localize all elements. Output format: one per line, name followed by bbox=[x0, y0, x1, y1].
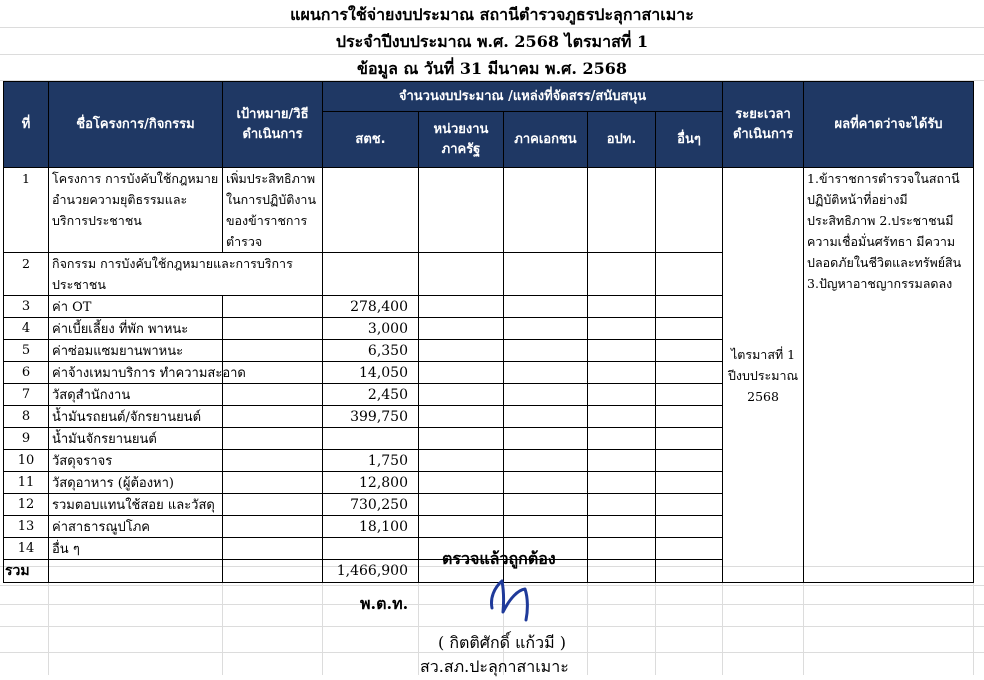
row-amount: 399,750 bbox=[323, 406, 419, 428]
row-no: 12 bbox=[4, 494, 49, 516]
row-no: 7 bbox=[4, 384, 49, 406]
header-private: ภาคเอกชน bbox=[504, 112, 588, 168]
period-cell: ไตรมาสที่ 1 ปีงบประมาณ 2568 bbox=[723, 168, 804, 583]
row-no: 4 bbox=[4, 318, 49, 340]
total-label: รวม bbox=[4, 560, 49, 583]
header-stch: สตช. bbox=[323, 112, 419, 168]
row-item-name: รวมตอบแทนใช้สอย และวัสดุ bbox=[49, 494, 223, 516]
rank-label: พ.ต.ท. bbox=[360, 594, 409, 613]
row-item-name: อื่น ๆ bbox=[49, 538, 223, 560]
row-item-name: ค่าเบี้ยเลี้ยง ที่พัก พาหนะ bbox=[49, 318, 223, 340]
budget-table bbox=[3, 81, 974, 583]
signer-name: ( กิตติศักดิ์ แก้วมี ) bbox=[438, 633, 566, 652]
signer-position: สว.สภ.ปะลุกาสาเมาะ bbox=[420, 657, 569, 676]
row-amount: 14,050 bbox=[323, 362, 419, 384]
header-project: ชื่อโครงการ/กิจกรรม bbox=[49, 82, 223, 168]
header-gov: หน่วยงานภาครัฐ bbox=[419, 112, 504, 168]
row-no: 8 bbox=[4, 406, 49, 428]
row-amount: 12,800 bbox=[323, 472, 419, 494]
header-opt: อปท. bbox=[588, 112, 656, 168]
row-item-name: ค่า OT bbox=[49, 296, 223, 318]
signature bbox=[470, 568, 560, 624]
row-no: 11 bbox=[4, 472, 49, 494]
report-date: ข้อมูล ณ วันที่ 31 มีนาคม พ.ศ. 2568 bbox=[357, 59, 627, 78]
row-no: 1 bbox=[4, 168, 49, 253]
row-item-name: ค่าจ้างเหมาบริการ ทำความสะอาด bbox=[49, 362, 223, 384]
row-item-name: น้ำมันรถยนต์/จักรยานยนต์ bbox=[49, 406, 223, 428]
row-amount bbox=[323, 428, 419, 450]
report-title: แผนการใช้จ่ายงบประมาณ สถานีตำรวจภูธรปะลุกาสาเมาะ bbox=[290, 5, 694, 24]
row-amount bbox=[323, 538, 419, 560]
row-amount: 2,450 bbox=[323, 384, 419, 406]
header-period: ระยะเวลาดำเนินการ bbox=[723, 82, 804, 168]
row-no: 3 bbox=[4, 296, 49, 318]
row-no: 6 bbox=[4, 362, 49, 384]
row-item-name: วัสดุอาหาร (ผู้ต้องหา) bbox=[49, 472, 223, 494]
row-amount: 18,100 bbox=[323, 516, 419, 538]
row-item-name: น้ำมันจักรยานยนต์ bbox=[49, 428, 223, 450]
total-amount: 1,466,900 bbox=[323, 560, 419, 583]
header-other: อื่นๆ bbox=[656, 112, 723, 168]
header-budget-group: จำนวนงบประมาณ /แหล่งที่จัดสรร/สนับสนุน bbox=[323, 82, 723, 112]
row-item-name: วัสดุสำนักงาน bbox=[49, 384, 223, 406]
row-amount: 278,400 bbox=[323, 296, 419, 318]
row-no: 5 bbox=[4, 340, 49, 362]
row-item-name: วัสดุจราจร bbox=[49, 450, 223, 472]
row-no: 10 bbox=[4, 450, 49, 472]
results-cell: 1.ข้าราชการตำรวจในสถานีปฏิบัติหน้าที่อย่างมีประสิทธิภาพ 2.ประชาชนมีความเชื่อมั่นศรัทธา มีความปลอดภัยในชีวิตและทรัพย์สิน 3.ปัญหาอาชญากรรมลดลง bbox=[804, 168, 974, 583]
row-item-name: ค่าสาธารณูปโภค bbox=[49, 516, 223, 538]
row-no: 9 bbox=[4, 428, 49, 450]
row-project: โครงการ การบังคับใช้กฎหมาย อำนวยความยุติธรรมและบริการประชาชน bbox=[49, 168, 223, 253]
header-no: ที่ bbox=[4, 82, 49, 168]
header-target: เป้าหมาย/วิธีดำเนินการ bbox=[223, 82, 323, 168]
row-amount: 6,350 bbox=[323, 340, 419, 362]
row-amount: 730,250 bbox=[323, 494, 419, 516]
row-amount: 1,750 bbox=[323, 450, 419, 472]
row-no: 2 bbox=[4, 253, 49, 296]
report-subtitle: ประจำปีงบประมาณ พ.ศ. 2568 ไตรมาสที่ 1 bbox=[335, 32, 649, 51]
row-no: 14 bbox=[4, 538, 49, 560]
header-result: ผลที่คาดว่าจะได้รับ bbox=[804, 82, 974, 168]
row-no: 13 bbox=[4, 516, 49, 538]
row-item-name: ค่าซ่อมแซมยานพาหนะ bbox=[49, 340, 223, 362]
row-amount: 3,000 bbox=[323, 318, 419, 340]
table-row bbox=[4, 168, 974, 253]
verified-label: ตรวจแล้วถูกต้อง bbox=[442, 549, 556, 568]
row-project: กิจกรรม การบังคับใช้กฎหมายและการบริการประชาชน bbox=[49, 253, 323, 296]
row-target: เพิ่มประสิทธิภาพในการปฏิบัติงานของข้าราชการตำรวจ bbox=[223, 168, 323, 253]
